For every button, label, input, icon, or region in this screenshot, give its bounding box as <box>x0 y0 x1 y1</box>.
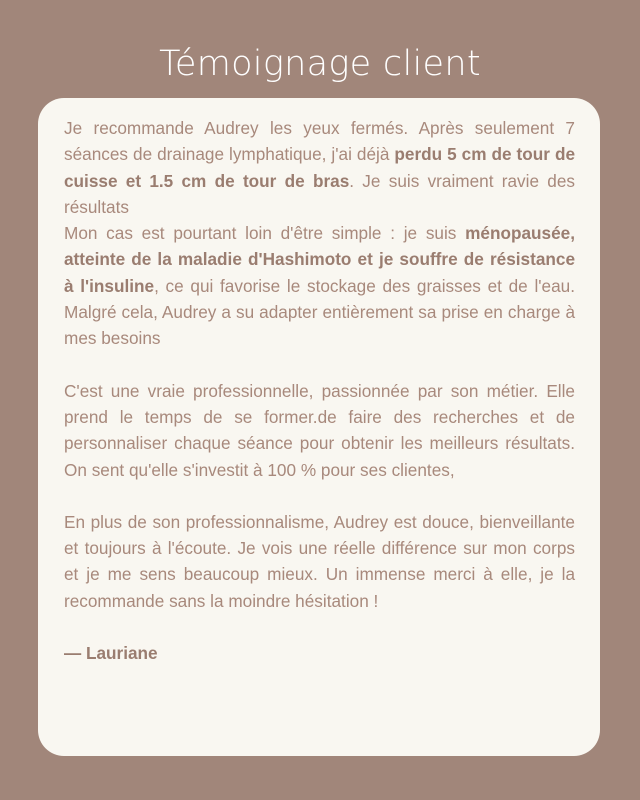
highlighted-text: ménopausée, atteinte de la maladie d'Hashimoto et je souffre de résistance à l'insuline <box>64 223 575 296</box>
testimonial-paragraph-3: C'est une vraie professionnelle, passionnée par son métier. Elle prend le temps de se former.de faire des recherches et de personnaliser chaque séance pour obtenir les meilleurs résultats. On sent qu'elle s'investit à 100 % pour ses clientes, <box>64 380 575 480</box>
paragraph-text: Mon cas est pourtant loin d'être simple : je suis <box>64 223 466 244</box>
paragraph-text: . Je suis vraiment ravie des résultats <box>64 170 575 217</box>
testimonial-card <box>38 98 600 756</box>
paragraph-text: , ce qui favorise le stockage des graisses et de l'eau. Malgré cela, Audrey a su adapter entièrement sa prise en charge à mes besoins <box>64 275 575 349</box>
testimonial-paragraph-2 <box>64 220 575 351</box>
testimonial-paragraph-4: En plus de son professionnalisme, Audrey est douce, bienveillante et toujours à l'écoute. Je vois une réelle différence sur mon corps et je me sens beaucoup mieux. Un immense merci à elle, je la recommande sans la moindre hésitation ! <box>64 511 575 611</box>
testimonial-paragraph-1 <box>64 115 575 220</box>
page-title: Témoignage client <box>159 44 481 84</box>
highlighted-text: perdu 5 cm de tour de cuisse et 1.5 cm de tour de bras <box>64 144 576 191</box>
paragraph-text: Je recommande Audrey les yeux fermés. Après seulement 7 séances de drainage lymphatique, j'ai déjà <box>64 118 575 165</box>
author-signature: — Lauriane <box>64 643 158 664</box>
